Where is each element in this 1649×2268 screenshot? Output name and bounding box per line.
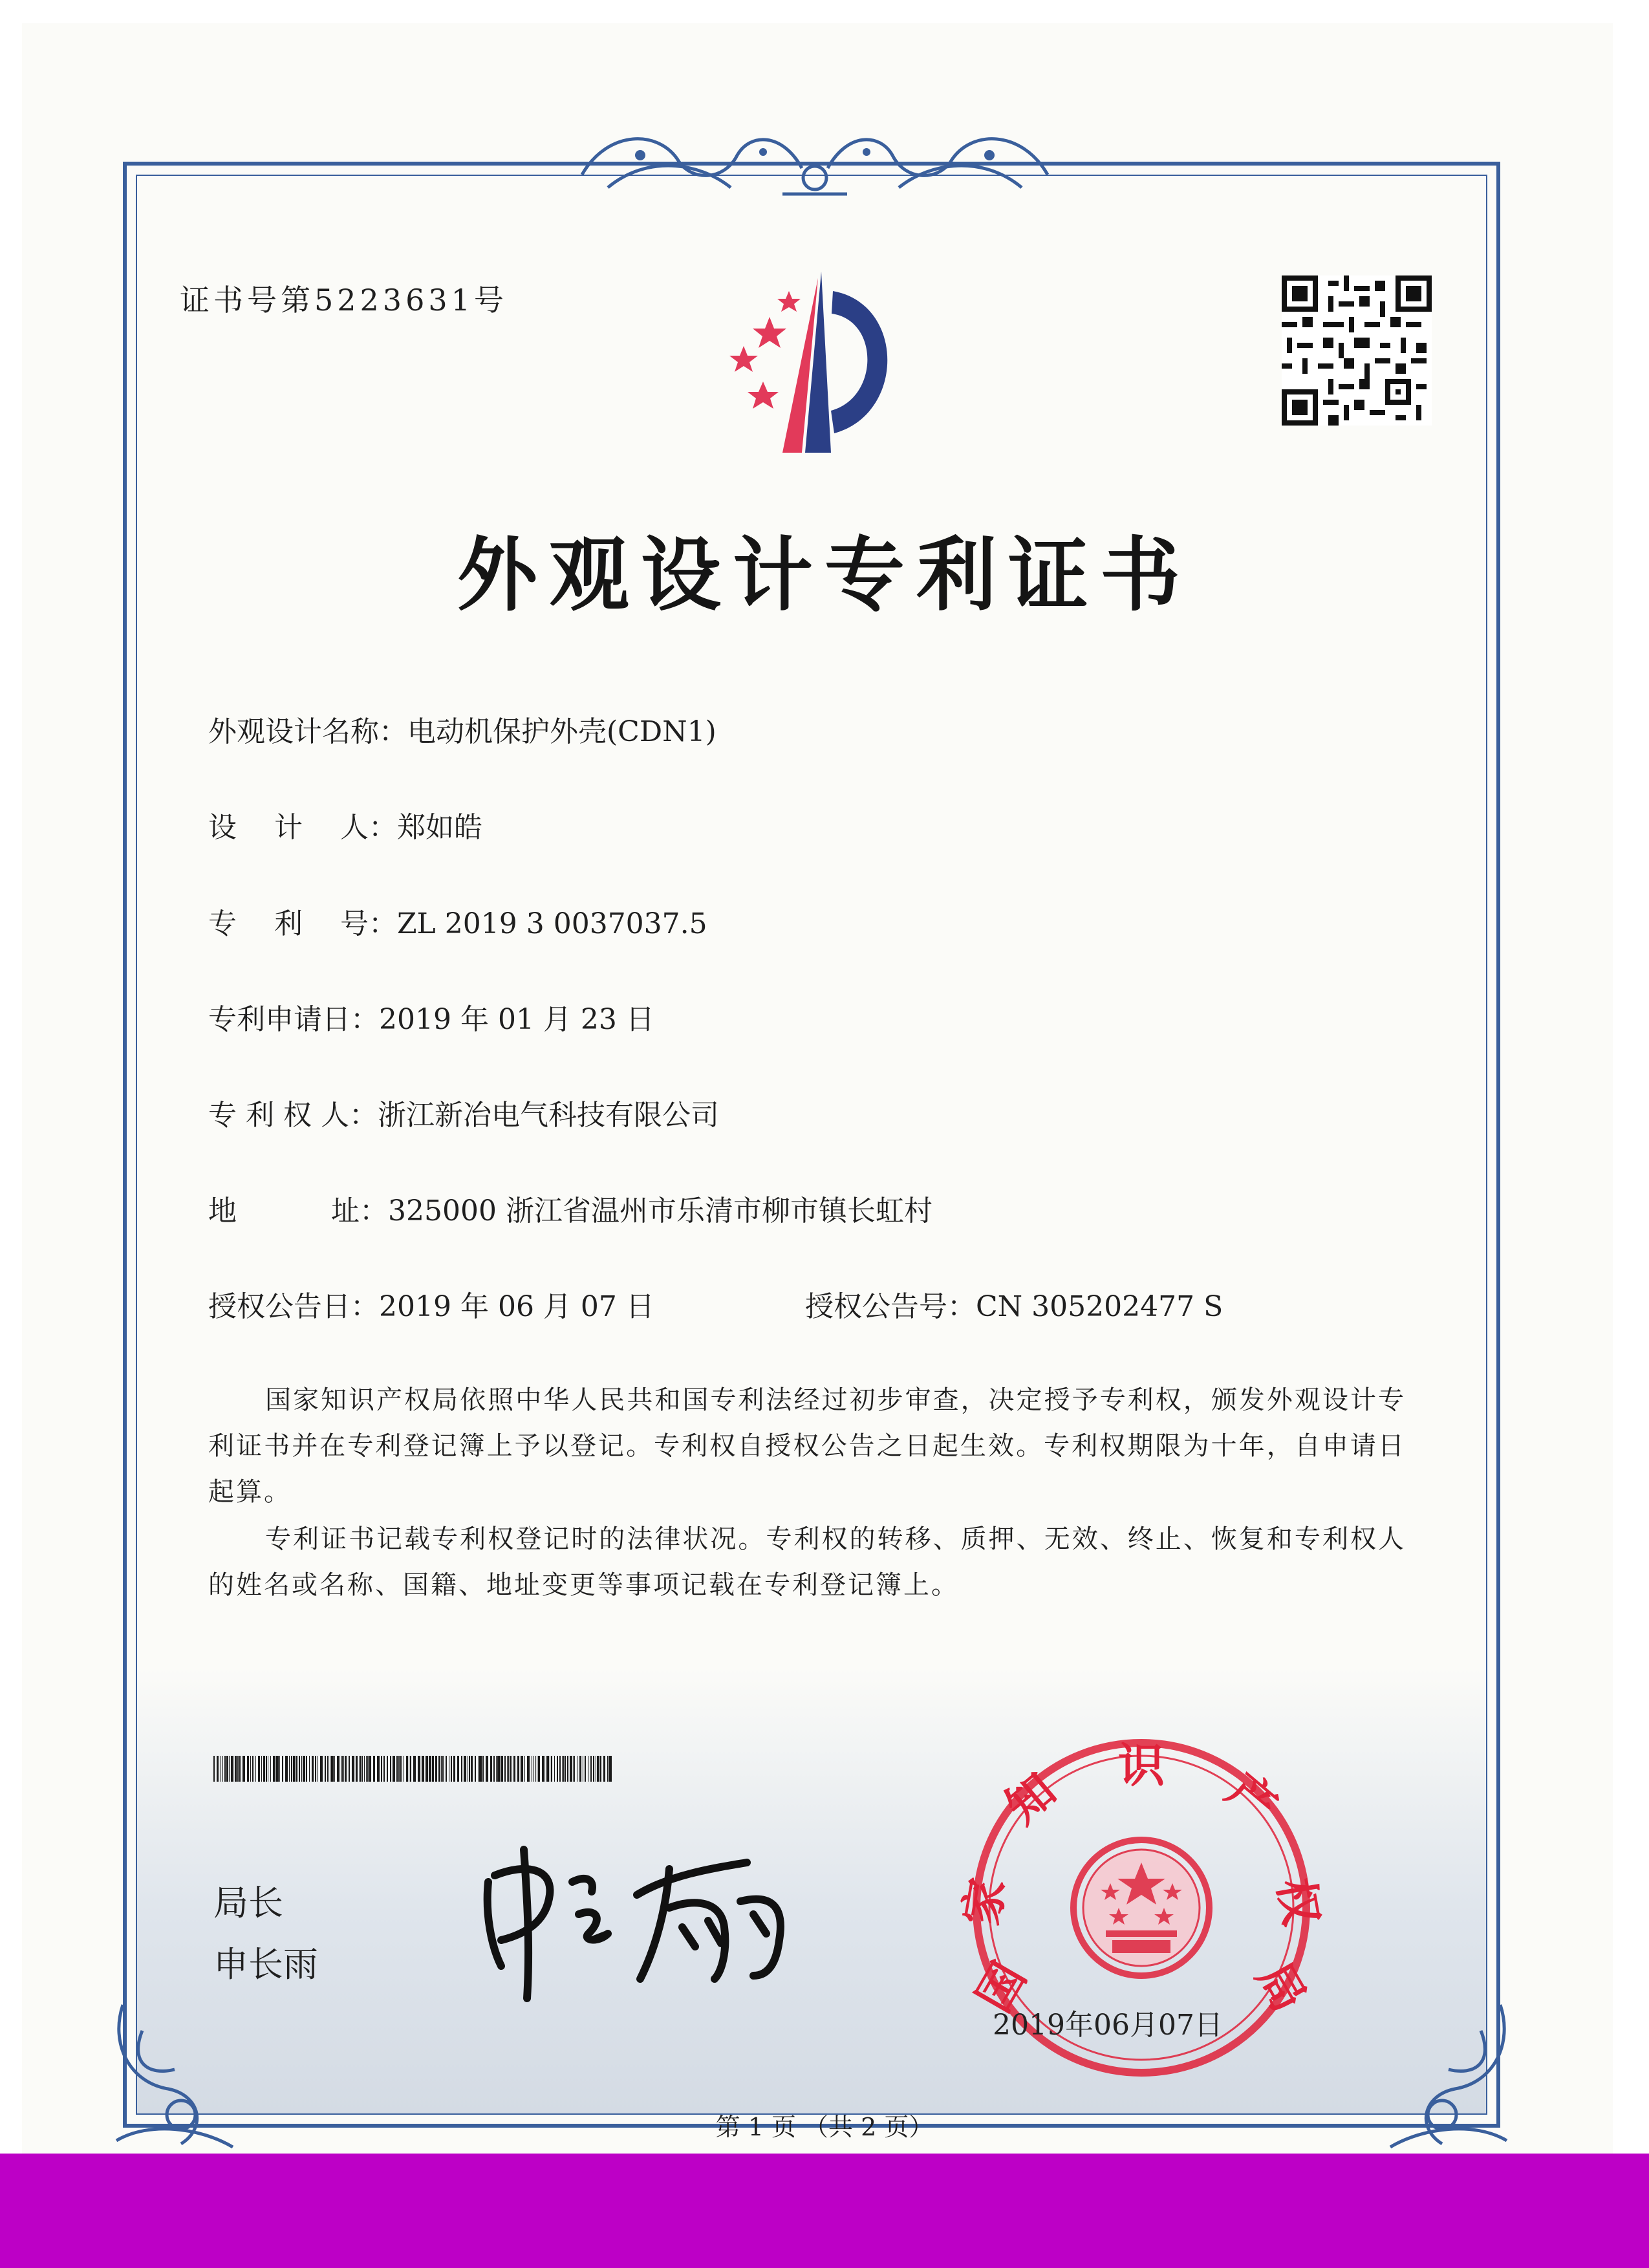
barcode-bar — [521, 1756, 523, 1782]
barcode-bar — [361, 1756, 363, 1782]
barcode-bar — [590, 1756, 592, 1782]
barcode-bar — [261, 1756, 262, 1782]
barcode-bar — [597, 1756, 599, 1782]
certificate-number-value: 5223631 — [314, 283, 474, 318]
seal-date: 2019年06月07日 — [993, 2009, 1223, 2042]
barcode-bar — [400, 1756, 402, 1782]
field-label: 外观设计名称： — [208, 715, 407, 748]
barcode-bar — [479, 1756, 482, 1782]
field-value: 325000 浙江省温州市乐清市柳市镇长虹村 — [388, 1194, 932, 1227]
director-title: 局长 — [213, 1883, 283, 1923]
barcode-bar — [475, 1756, 476, 1782]
barcode-bar — [383, 1756, 385, 1782]
barcode-bar — [390, 1756, 391, 1782]
seal-char: 国 — [965, 1953, 1037, 2021]
barcode-bar — [337, 1756, 339, 1782]
field-value: 浙江新冶电气科技有限公司 — [377, 1099, 719, 1132]
field-address — [208, 1187, 932, 1229]
seal-char: 识 — [1117, 1738, 1165, 1793]
barcode-bar — [486, 1756, 488, 1782]
barcode-bar — [501, 1756, 503, 1782]
director-signature — [475, 1837, 812, 2005]
certificate-number — [180, 277, 508, 319]
paragraph-grant-statement: 国家知识产权局依照中华人民共和国专利法经过初步审查，决定授予专利权，颁发外观设计专利证书并在专利登记簿上予以登记。专利权自授权公告之日起生效。专利权期限为十年，自申请日起算。 — [208, 1385, 1406, 1507]
barcode-bar — [285, 1756, 288, 1782]
barcode-bar — [471, 1756, 473, 1782]
barcode-bar — [235, 1756, 237, 1782]
barcode-bar — [279, 1756, 280, 1782]
barcode-bar — [567, 1756, 568, 1782]
barcode-bar — [359, 1756, 360, 1782]
field-designer — [208, 804, 482, 845]
barcode-bar — [349, 1756, 350, 1782]
barcode-bar — [396, 1756, 398, 1782]
barcode-bar — [432, 1756, 434, 1782]
barcode-bar — [291, 1756, 292, 1782]
director-name: 申长雨 — [213, 1944, 318, 1985]
barcode-bar — [559, 1756, 561, 1782]
barcode-bar — [551, 1756, 552, 1782]
field-value: 2019 年 01 月 23 日 — [379, 1003, 654, 1036]
barcode-bar — [276, 1756, 279, 1782]
barcode-bar — [231, 1756, 233, 1782]
barcode-bar — [435, 1756, 437, 1782]
barcode-bar — [303, 1756, 305, 1782]
seal-char: 产 — [1216, 1762, 1288, 1835]
seal-char: 家 — [953, 1874, 1015, 1930]
barcode-bar — [226, 1756, 228, 1782]
barcode-bar — [438, 1756, 440, 1782]
barcode-bar — [563, 1756, 565, 1782]
barcode-bar — [273, 1756, 275, 1782]
barcode-bar — [222, 1756, 223, 1782]
barcode-bar — [490, 1756, 492, 1782]
barcode-bar — [299, 1756, 300, 1782]
barcode-bar — [600, 1756, 601, 1782]
barcode-bar — [517, 1756, 519, 1782]
field-label: 授权公告日： — [208, 1290, 379, 1323]
barcode-bar — [352, 1756, 354, 1782]
barcode-bar — [579, 1756, 581, 1782]
barcode-bar — [585, 1756, 586, 1782]
barcode-bar — [510, 1756, 512, 1782]
barcode-bar — [410, 1756, 411, 1782]
field-label: 地 址： — [208, 1194, 388, 1227]
barcode-bar — [469, 1756, 470, 1782]
patent-office-emblem-icon — [692, 265, 938, 459]
barcode-bar — [282, 1756, 283, 1782]
barcode-bar — [593, 1756, 594, 1782]
barcode-bar — [293, 1756, 295, 1782]
field-application-date — [208, 996, 654, 1037]
barcode-bar — [507, 1756, 508, 1782]
field-value: ZL 2019 3 0037037.5 — [396, 907, 707, 940]
field-patentee — [208, 1092, 719, 1133]
barcode-bar — [574, 1756, 575, 1782]
barcode-bar — [341, 1756, 343, 1782]
barcode-bar — [464, 1756, 466, 1782]
barcode-bar — [331, 1756, 334, 1782]
barcode-bar — [603, 1756, 605, 1782]
barcode-bar — [524, 1756, 525, 1782]
barcode-bar — [377, 1756, 380, 1782]
certificate-number-suffix: 号 — [473, 283, 508, 318]
barcode-bar — [239, 1756, 241, 1782]
barcode-bar — [306, 1756, 307, 1782]
barcode-bar — [360, 1756, 361, 1782]
barcode-bar — [366, 1756, 367, 1782]
field-patent-number — [208, 900, 707, 942]
barcode-bar — [398, 1756, 400, 1782]
barcode-bar — [343, 1756, 344, 1782]
field-label: 授权公告号： — [805, 1290, 976, 1323]
field-label: 专 利 权 人： — [208, 1099, 378, 1132]
field-label: 专 利 号： — [208, 907, 397, 940]
barcode-bar — [441, 1756, 442, 1782]
barcode-bar — [493, 1756, 495, 1782]
barcode-bar — [237, 1756, 239, 1782]
barcode-bar — [270, 1756, 271, 1782]
qr-code-icon — [1282, 275, 1432, 426]
barcode-bar — [250, 1756, 251, 1782]
barcode-bar — [457, 1756, 459, 1782]
barcode-bar — [573, 1756, 574, 1782]
seal-char: 权 — [1267, 1874, 1330, 1930]
barcode-bar — [482, 1756, 484, 1782]
barcode-bar — [565, 1756, 566, 1782]
barcode-bar — [557, 1756, 558, 1782]
barcode-bar — [364, 1756, 365, 1782]
certificate-number-label: 证书号第 — [180, 283, 314, 318]
barcode-icon — [213, 1756, 614, 1782]
barcode-bar — [345, 1756, 347, 1782]
barcode-bar — [508, 1756, 509, 1782]
field-label: 专利申请日： — [208, 1003, 379, 1036]
barcode-bar — [325, 1756, 326, 1782]
barcode-bar — [255, 1756, 256, 1782]
barcode-bar — [418, 1756, 420, 1782]
field-value: 电动机保护外壳(CDN1) — [407, 715, 717, 748]
barcode-bar — [266, 1756, 267, 1782]
barcode-bar — [497, 1756, 500, 1782]
barcode-bar — [609, 1756, 612, 1782]
barcode-bar — [406, 1756, 408, 1782]
barcode-bar — [607, 1756, 609, 1782]
barcode-bar — [263, 1756, 265, 1782]
barcode-bar — [562, 1756, 563, 1782]
field-design-name — [208, 708, 717, 750]
barcode-bar — [289, 1756, 290, 1782]
barcode-bar — [387, 1756, 388, 1782]
barcode-bar — [301, 1756, 302, 1782]
barcode-bar — [422, 1756, 424, 1782]
paragraph-legal-status: 专利证书记载专利权登记时的法律状况。专利权的转移、质押、无效、终止、恢复和专利权人的姓名或名称、国籍、地址变更等事项记载在专利登记簿上。 — [208, 1524, 1406, 1600]
barcode-bar — [312, 1756, 314, 1782]
barcode-bar — [426, 1756, 428, 1782]
field-grant-date — [208, 1283, 654, 1324]
barcode-bar — [446, 1756, 447, 1782]
scan-band — [0, 2154, 1649, 2268]
barcode-bar — [413, 1756, 416, 1782]
barcode-bar — [478, 1756, 479, 1782]
field-label: 设 计 人： — [208, 811, 397, 844]
barcode-bar — [442, 1756, 444, 1782]
barcode-bar — [258, 1756, 260, 1782]
barcode-bar — [327, 1756, 329, 1782]
barcode-bar — [513, 1756, 515, 1782]
barcode-bar — [217, 1756, 219, 1782]
barcode-bar — [229, 1756, 230, 1782]
barcode-bar — [252, 1756, 253, 1782]
barcode-bar — [554, 1756, 555, 1782]
barcode-bar — [213, 1756, 215, 1782]
barcode-bar — [367, 1756, 369, 1782]
field-value: 2019 年 06 月 07 日 — [379, 1290, 654, 1323]
barcode-bar — [496, 1756, 497, 1782]
top-ornament-icon — [569, 116, 1061, 207]
barcode-bar — [315, 1756, 316, 1782]
field-value: 郑如皓 — [396, 811, 482, 844]
barcode-bar — [393, 1756, 395, 1782]
barcode-bar — [224, 1756, 226, 1782]
page-number: 第 1 页 （共 2 页） — [715, 2113, 934, 2141]
barcode-bar — [453, 1756, 455, 1782]
barcode-bar — [334, 1756, 335, 1782]
barcode-bar — [570, 1756, 572, 1782]
barcode-bar — [309, 1756, 310, 1782]
barcode-bar — [381, 1756, 382, 1782]
barcode-bar — [546, 1756, 549, 1782]
barcode-bar — [461, 1756, 462, 1782]
barcode-bar — [356, 1756, 358, 1782]
certificate-title: 外观设计专利证书 — [457, 528, 1192, 622]
seal-char: 局 — [1246, 1953, 1317, 2021]
barcode-bar — [542, 1756, 544, 1782]
barcode-bar — [247, 1756, 249, 1782]
barcode-bar — [504, 1756, 506, 1782]
barcode-bar — [451, 1756, 452, 1782]
barcode-bar — [296, 1756, 297, 1782]
barcode-bar — [369, 1756, 371, 1782]
barcode-bar — [535, 1756, 536, 1782]
barcode-bar — [429, 1756, 431, 1782]
field-grant-number — [805, 1283, 1223, 1324]
barcode-bar — [527, 1756, 530, 1782]
barcode-bar — [242, 1756, 245, 1782]
field-value: CN 305202477 S — [976, 1290, 1223, 1323]
seal-char: 知 — [995, 1762, 1066, 1835]
barcode-bar — [373, 1756, 375, 1782]
barcode-bar — [538, 1756, 540, 1782]
barcode-bar — [320, 1756, 323, 1782]
